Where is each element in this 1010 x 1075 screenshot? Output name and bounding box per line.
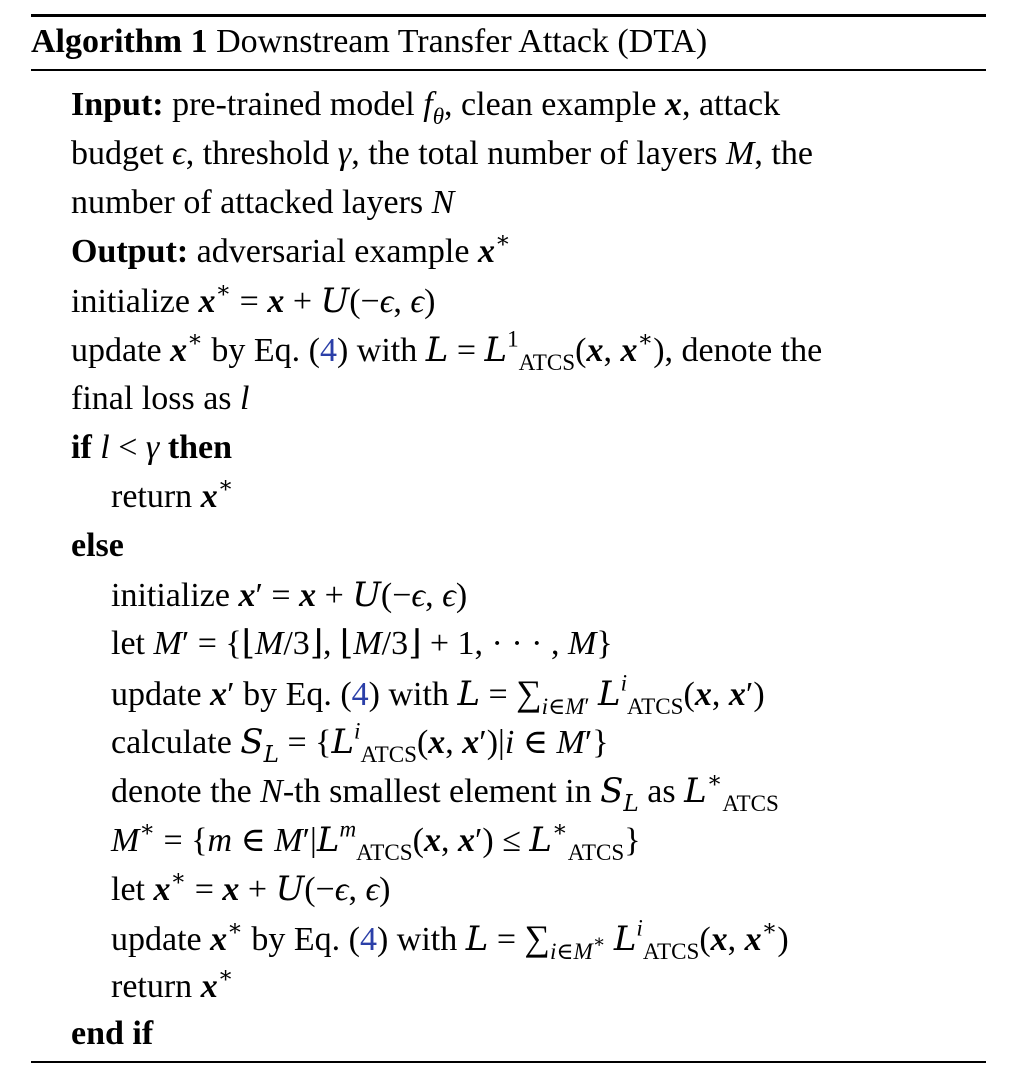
- step-m-star: M∗ = {m ∈ $M'|L^m_{ATCS}(x$, $x') \le L^∗_{ATCS}$}: [111, 816, 641, 866]
- step-update-x-prime: update x′ by Eq. (4) with $L = \sum_{i\in M'}$ $L^i_{ATCS}(x$, x′): [111, 670, 765, 720]
- equation-ref[interactable]: 4: [319, 332, 337, 369]
- caption-rule: [31, 69, 986, 71]
- step-return-1: return x∗: [111, 472, 234, 515]
- step-calculate-s: calculate $S_L = \{L^i_{ATCS}(x$, x′)|i ∈ M′}: [111, 718, 609, 768]
- output-line: Output: adversarial example x∗: [71, 227, 511, 270]
- step-else: [71, 524, 124, 568]
- step-initialize-x-star: initialize x∗ = x + U(−ϵ, ϵ): [71, 277, 436, 321]
- input-keyword: Input:: [71, 86, 164, 123]
- step-update-x-star-2: update x∗ by Eq. (4) with $L = \sum_{i\in M^∗}$ $L^i_{ATCS}(x$, x∗): [111, 915, 789, 965]
- step-return-2: return x∗: [111, 962, 234, 1005]
- step-update-x-star-1: update x∗ by Eq. (4) with $L = L^1_{ATCS}(x$, x∗), denote the: [71, 326, 823, 376]
- algorithm-label: Algorithm 1: [31, 23, 208, 60]
- then-keyword: then: [167, 429, 233, 466]
- else-keyword: else: [71, 527, 124, 564]
- algorithm-caption: [31, 20, 707, 64]
- input-line-3: number of attacked layers N: [71, 184, 455, 221]
- algorithm-title: Downstream Transfer Attack (DTA): [216, 23, 708, 60]
- input-line-2: budget ϵ, threshold γ, the total number of layers M, the: [71, 135, 813, 172]
- step-let-m-prime: let M′ = {⌊M/3⌋, ⌊M/3⌋ + 1, · · · , M}: [111, 625, 613, 662]
- step-update-x-star-1-cont: final loss as l: [71, 380, 250, 417]
- step-let-x-star: let x∗ = x + U(−ϵ, ϵ): [111, 865, 391, 909]
- bottom-rule: [31, 1061, 986, 1063]
- step-if: if l < γ then: [71, 429, 233, 466]
- end-if-keyword: end if: [71, 1015, 154, 1052]
- equation-ref[interactable]: 4: [359, 921, 377, 958]
- if-keyword: if: [71, 429, 92, 466]
- input-line-1: Input: pre-trained model $f_\theta$, clean example x, attack: [71, 86, 781, 130]
- step-end-if: [71, 1012, 153, 1056]
- output-keyword: Output:: [71, 233, 189, 270]
- top-rule: [31, 14, 986, 17]
- step-initialize-x-prime: initialize x′ = x + U(−ϵ, ϵ): [111, 575, 468, 615]
- step-denote-nth-smallest: denote the N-th smallest element in $S_L$ as $L^∗_{ATCS}$: [111, 767, 779, 817]
- equation-ref[interactable]: 4: [351, 676, 369, 713]
